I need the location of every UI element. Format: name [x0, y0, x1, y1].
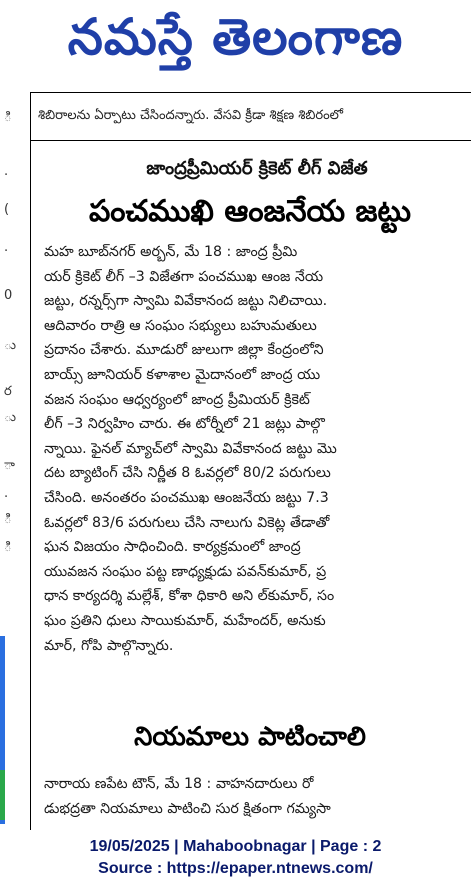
left-fragment-char: . — [4, 164, 9, 179]
left-fragment-char: ు — [4, 338, 17, 353]
second-article-body: నారాయ ణపేట టౌన్, మే 18 : వాహనదారులు రో డుభద్రతా నియమాలు పాటించి సుర క్షితంగా గమ్యసా — [44, 776, 331, 817]
left-fragment-char: . — [4, 240, 9, 255]
column-divider — [30, 92, 31, 830]
left-fragment-char: ా — [4, 458, 15, 473]
left-fragment-char: ి — [4, 540, 12, 555]
previous-article-tail: శిబిరాలను ఏర్పాటు చేసిందన్నారు. వేసవి క్రీడా శిక్షణ శిబిరంలో — [38, 108, 344, 123]
left-fragment-char: 0 — [4, 288, 13, 303]
top-rule — [30, 92, 471, 93]
footer-source-link[interactable]: Source : https://epaper.ntnews.com/ — [98, 860, 373, 877]
source-footer — [0, 830, 471, 896]
left-fragment-char: ి — [4, 512, 12, 527]
article-kicker: జాంద్రప్రీమియర్ క్రికెట్ లీగ్ విజేత — [146, 158, 368, 179]
masthead-title: నమస్తే తెలంగాణ — [67, 7, 404, 66]
left-fragment-char: . — [4, 486, 9, 501]
article-body: మహ బూబ్‌నగర్ అర్బన్, మే 18 : జాంద్ర ప్రీమి యర్ క్రికెట్ లీగ్ –3 విజేతగా పంచముఖ ఆంజ నేయ జట్టు, రన్నర్స్‌గా స్వామి వివేకానంద జట్టు నిలిచాయి. ఆదివారం రాత్రి ఆ సంఘం సభ్యులు బహుమతులు ప్రదానం చేశారు. మూడురో జులుగా జిల్లా కేంద్రంలోని బాయ్స్ జూనియర్ కళాశాల మైదానంలో జాంద్ర యు వజన సంఘం ఆధ్వర్యంలో జాంద్ర ప్రీమియర్ క్రికెట్ లీగ్ –3 నిర్వహిం చారు. ఈ టోర్నీలో 21 జట్లు పాల్గొ న్నాయి. ఫైనల్ మ్యాచ్‌లో స్వామి వివేకానంద జట్టు మొ దట బ్యాటింగ్ చేసి నిర్ణీత 8 ఓవర్లలో 80/2 పరుగులు చేసింది. అనంతరం పంచముఖ ఆంజనేయ జట్టు 7.3 ఓవర్లలో 83/6 పరుగులు చేసి నాలుగు వికెట్ల తేడాతో ఘన విజయం సాధించింది. కార్యక్రమంలో జాంద్ర యువజన సంఘం పట్ట ణాధ్యక్షుడు పవన్‌కుమార్, ప్ర ధాన కార్యదర్శి మల్లేశ్, కోశా ధికారి అని ల్‌కుమార్, సం ఘం ప్రతిని ధులు సాయికుమార్, మహేందర్, అనుకు మార్, గోపి పాల్గొన్నారు. — [44, 244, 337, 654]
second-article-headline: నియమాలు పాటించాలి — [134, 722, 366, 752]
masthead — [0, 0, 471, 86]
article-rule — [30, 140, 471, 141]
article-headline: పంచముఖి ఆంజనేయ జట్టు — [88, 194, 412, 229]
left-fragment-char: ు — [4, 410, 17, 425]
left-fragment-char: ర — [4, 384, 12, 399]
edge-accent-green — [0, 770, 5, 820]
left-fragment-char: ( — [4, 202, 10, 217]
footer-date-edition: 19/05/2025 | Mahaboobnagar | Page : 2 — [89, 838, 382, 855]
left-fragment-char: ి — [4, 110, 12, 125]
